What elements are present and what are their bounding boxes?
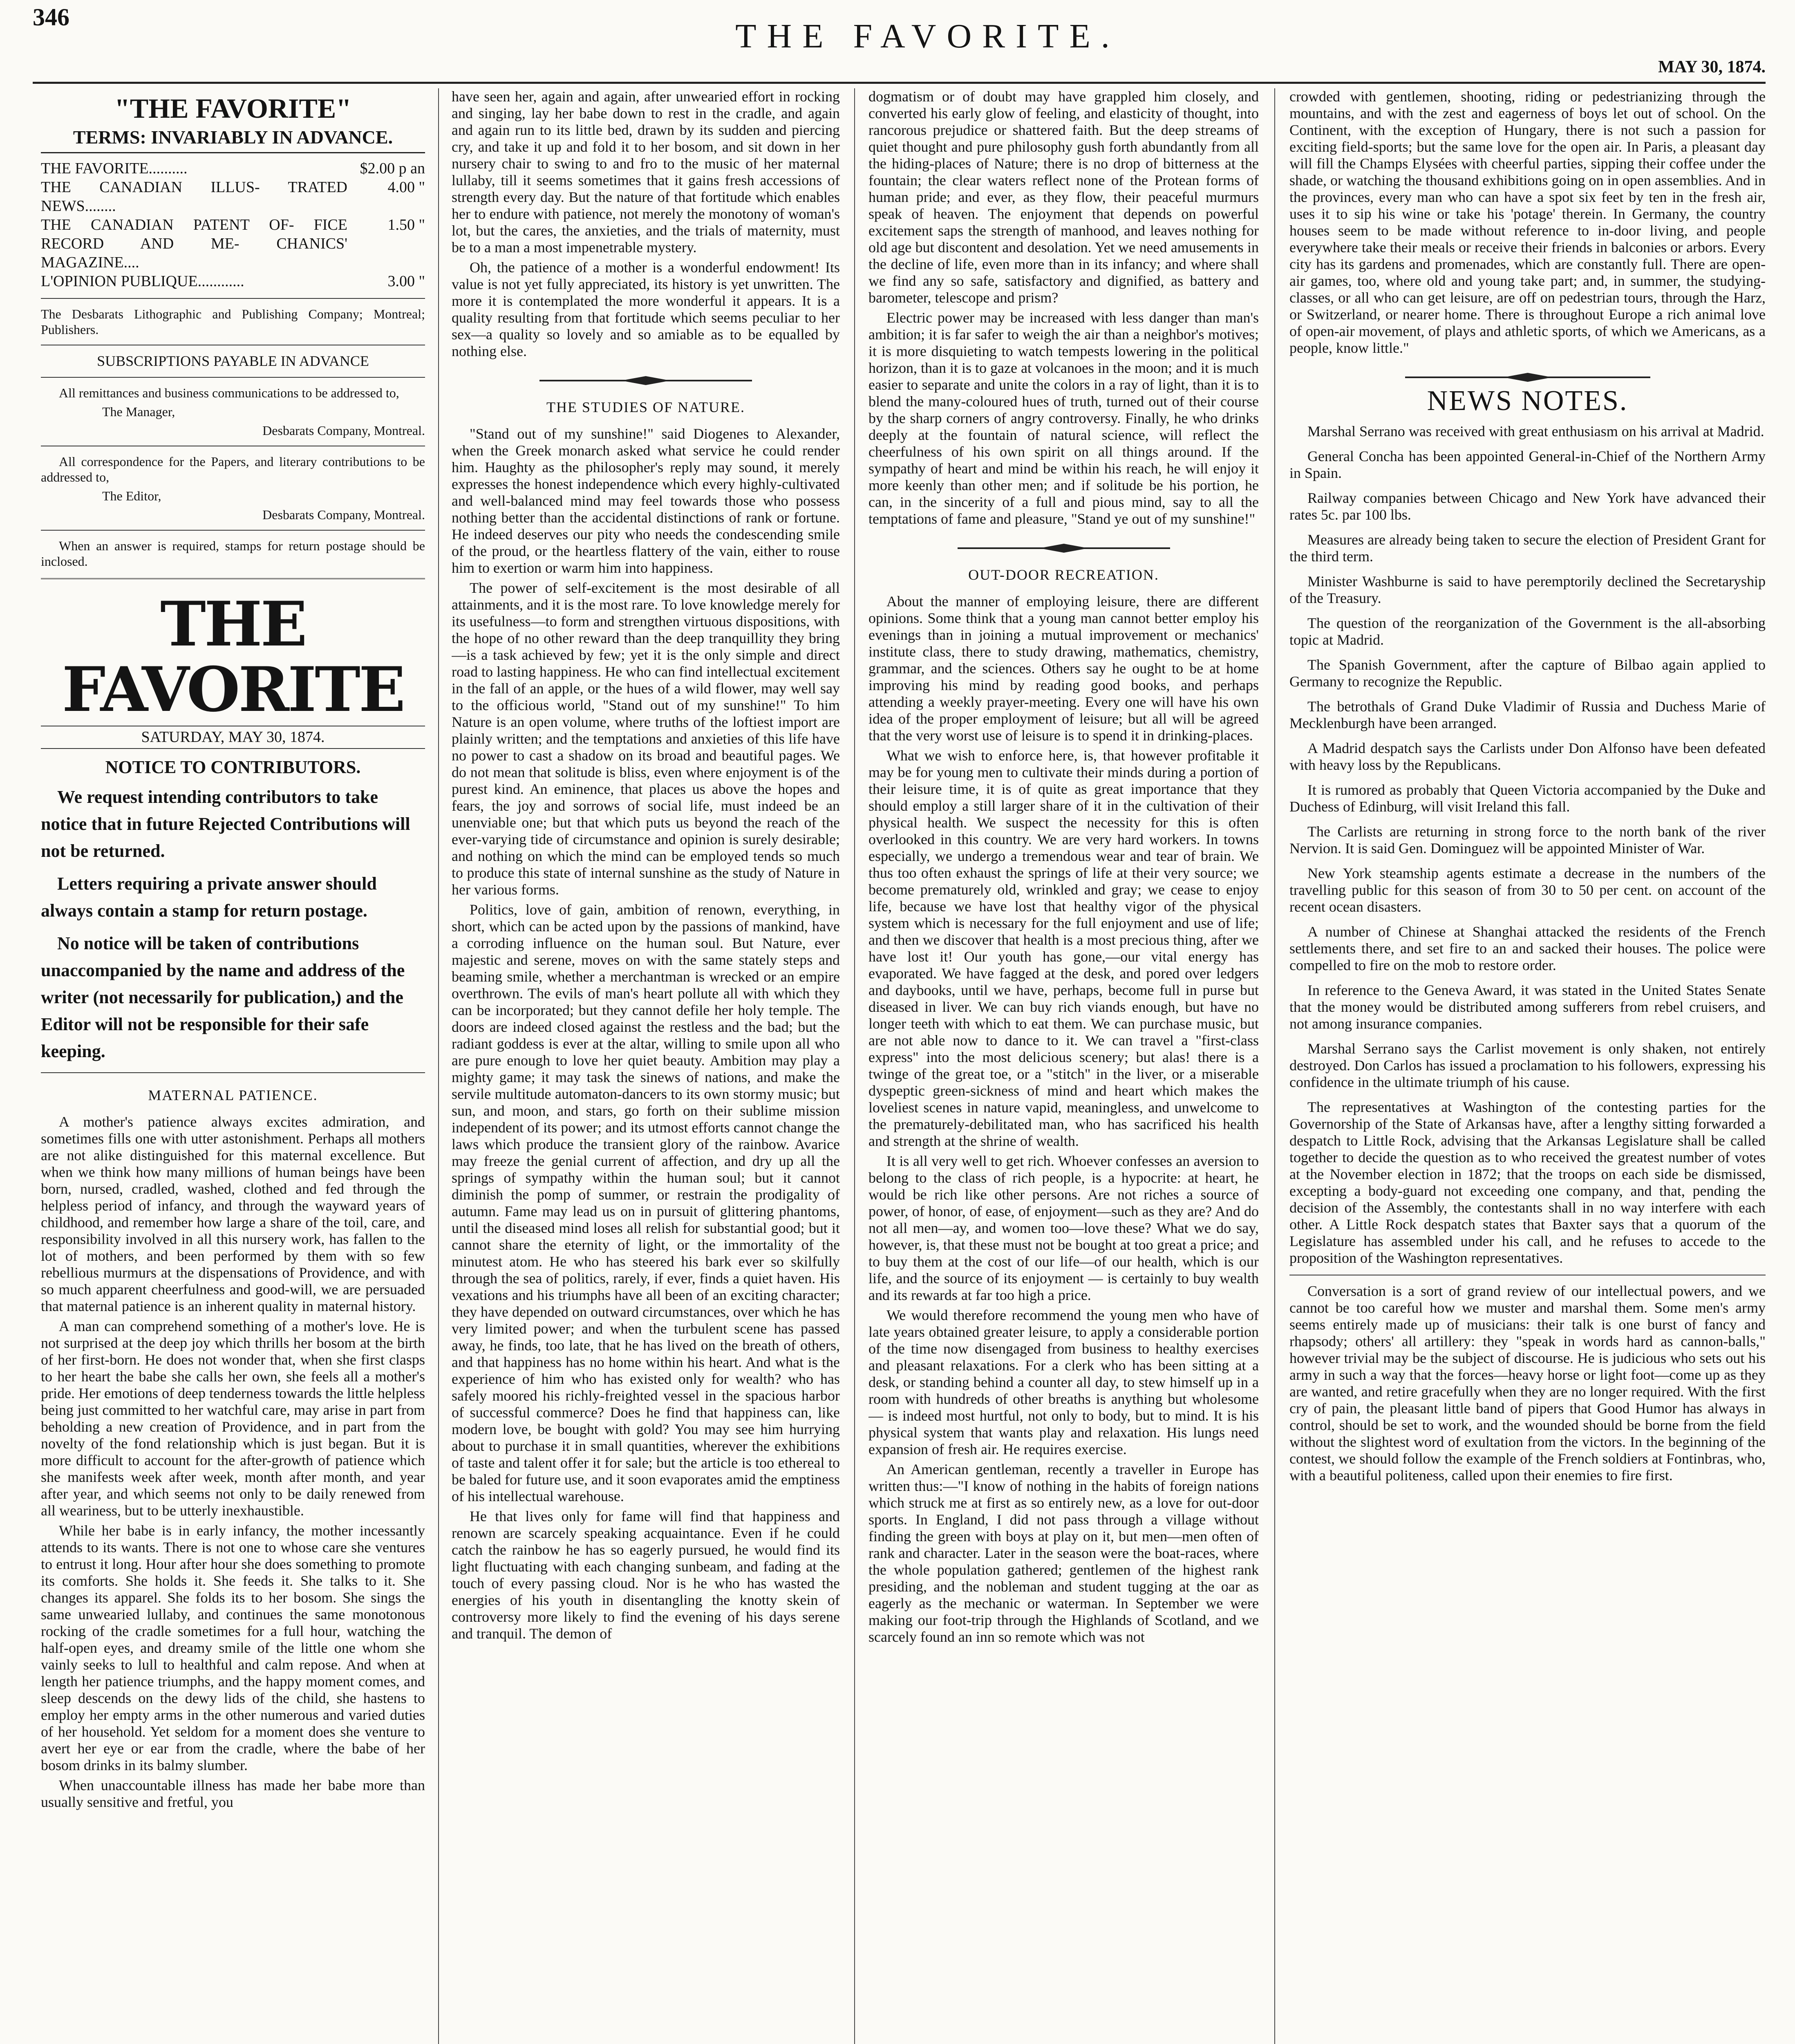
notice-paragraph: No notice will be taken of contributions unaccompanied by the name and address of the writer (not necessarily for publication,) and the Editor will not be responsible for their safe keeping. [41, 933, 405, 1061]
subscription-row [41, 272, 425, 291]
ornament-icon [1405, 373, 1650, 382]
correspondence-text: All correspondence for the Papers, and literary contributions to be addressed to, [41, 454, 425, 484]
remittance-addressee: The Manager, [102, 404, 175, 419]
column-divider [1274, 88, 1275, 2044]
column-4 [1289, 88, 1766, 2044]
news-item: The Spanish Government, after the capture of Bilbao again applied to Germany to recognize the Republic. [1289, 657, 1766, 690]
column-divider [854, 88, 855, 2044]
header-rule [33, 82, 1766, 84]
column-1 [41, 88, 425, 2044]
issue-date: MAY 30, 1874. [1658, 58, 1766, 76]
news-item: Marshal Serrano was received with great enthusiasm on his arrival at Madrid. [1307, 423, 1764, 439]
news-item: The question of the reorganization of the Government is the all-absorbing topic at Madrid. [1289, 615, 1766, 648]
ornament-divider [1289, 373, 1766, 382]
subscription-price: $2.00 p an [360, 160, 425, 177]
subscription-row [41, 178, 425, 215]
remittance-company: Desbarats Company, Montreal. [262, 423, 425, 438]
article-paragraph: While her babe is in early infancy, the mother incessantly attends to its wants. There is not one to whose care she ventures to entrust it long. Hour after hour she does something to promote its comforts. She holds it. She feeds it. She talks to it. She changes its apparel. She folds its to her bosom. She sings the same unwearied lullaby, and continues the same monotonous rocking of the cradle sometimes for a full hour, watching the half-open eyes, and dreamy smile of the little one whom she vainly seeks to lull to healthful and calm repose. And when at length her patience triumphs, and the happy moment comes, and sleep descends on the dewy lids of the child, she hastens to employ her empty arms in the other numerous and varied duties of her household. Yet seldom for a moment does she venture to avert her eye or ear from the cradle, where the babe of her bosom drinks in its balmy slumber. [41, 1522, 425, 1773]
article-paragraph: We would therefore recommend the young men who have of late years obtained greater leisure, to apply a considerable portion of the time now disengaged from business to healthy exercises and pleasant relaxations. For a clerk who has been sitting at a desk, or standing behind a counter all day, to stew himself up in a room with hundreds of other breaths is anything but wholesome — is indeed most hurtful, not only to body, but to mind. It is his physical system that wants play and relaxation. His lungs need expansion of fresh air. He requires exercise. [868, 1307, 1259, 1457]
divider [41, 530, 425, 531]
divider [41, 298, 425, 299]
column-3 [868, 88, 1259, 2044]
date-line: SATURDAY, MAY 30, 1874. [41, 726, 425, 749]
running-title: THE FAVORITE. [735, 17, 1120, 55]
article-title-outdoor: OUT-DOOR RECREATION. [968, 567, 1159, 583]
column-2 [452, 88, 840, 2044]
news-notes-heading: NEWS NOTES. [1427, 385, 1628, 417]
subscription-price: 1.50 " [387, 216, 425, 233]
subscription-row [41, 215, 425, 272]
notice-block [41, 784, 425, 1065]
subscriptions-heading: SUBSCRIPTIONS PAYABLE IN ADVANCE [97, 353, 369, 369]
news-item: New York steamship agents estimate a decrease in the numbers of the travelling public for this season of from 30 to 50 per cent. on account of the recent ocean disasters. [1289, 865, 1766, 915]
article-paragraph: The power of self-excitement is the most desirable of all attainments, and it is the most rare. To love knowledge merely for its usefulness—to form and strengthen virtuous dispositions, with the hope of no other reward than the deep tranquillity they bring—is a task achieved by few; yet it is the only simple and direct road to lasting happiness. He who can find intellectual excitement in the fall of an apple, or the hues of a wild flower, may well say to the officious world, "Stand out of my sunshine!" To him Nature is an open volume, where truths of the loftiest import are plainly written; and the temptations and anxieties of this life have no power to cast a shadow on its broad and beautiful pages. We do not mean that solitude is bliss, even where enjoyment is of the purest kind. An eminence, that places us above the hopes and fears, the joy and sorrows of social life, must indeed be an unenviable one; but that which puts us beyond the reach of the ever-varying tide of circumstance and opinion is surely desirable; and nothing on which the mind can be employed tends so much to produce this state of internal sunshine as the study of Nature in her various forms. [452, 580, 840, 898]
divider [41, 1072, 425, 1073]
article-paragraph: "Stand out of my sunshine!" said Diogenes to Alexander, when the Greek monarch asked what service he could render him. Haughty as the philosopher's reply may sound, it merely expresses the honest independence which every highly-cultivated and well-balanced mind may feel towards those who possess nothing better than the accidental distinctions of rank or fortune. He indeed deserves our pity who needs the condescending smile of the proud, or the heartless flattery of the vain, either to rouse him to exertion or warm him into happiness. [452, 426, 840, 576]
news-item: A number of Chinese at Shanghai attacked the residents of the French settlements there, and set fire to an and sacked their houses. The police were compelled to fire on the mob to restore order. [1289, 923, 1766, 973]
article-paragraph: A mother's patience always excites admiration, and sometimes fills one with utter astonishment. Perhaps all mothers are not alike distinguished for this maternal excellence. But when we think how many millions of human beings have been born, nursed, cradled, washed, clothed and fed through the helpless period of infancy, and through the wayward years of childhood, and remember how large a share of the toil, care, and responsibility involved in all this nursery work, has fallen to the lot of mothers, and been performed by them with so few rebellious murmurs at the dispensations of Providence, and with so much apparent cheerfulness and good-will, we are persuaded that maternal patience is an inherent quality in maternal history. [41, 1114, 425, 1314]
stamps-note: When an answer is required, stamps for return postage should be inclosed. [41, 538, 425, 569]
subscription-name: THE CANADIAN ILLUS- TRATED NEWS........ [41, 179, 347, 215]
conversation-paragraph: Conversation is a sort of grand review of our intellectual powers, and we cannot be too careful how we muster and marshal them. Some men's army seems entirely made up of musicians: their talk is one burst of fancy and rhapsody; others' all artillery: they "speak in words hard as cannon-balls," however trivial may be the subject of discourse. He is judicious who sets out his army in such a way that the forces—heavy horse or light foot—come up as they are wanted, and retire gracefully when they are no longer required. With the first cry of pain, the pleasant little band of pipers that Good Humor has always in control, should be set to work, and the wounded should be borne from the field without the slightest word of exultation from the victors. In the beginning of the contest, we should follow the example of the French soldiers at Fontinbras, who, with a beautiful politeness, called upon their enemies to fire first. [1289, 1283, 1766, 1484]
terms-heading: TERMS: INVARIABLY IN ADVANCE. [41, 126, 425, 153]
ornament-icon [539, 376, 752, 385]
subscription-row [41, 159, 425, 178]
news-item: The betrothals of Grand Duke Vladimir of Russia and Duchess Marie of Mecklenburgh have been arranged. [1289, 698, 1766, 731]
remittance-text: All remittances and business communications to be addressed to, [59, 385, 399, 400]
subscription-name: THE CANADIAN PATENT OF- FICE RECORD AND ME- CHANICS' MAGAZINE.... [41, 216, 347, 271]
news-item: Marshal Serrano says the Carlist movement is only shaken, not entirely destroyed. Don Carlos has issued a proclamation to his followers, expressing his confidence in the ultimate triumph of his cause. [1289, 1040, 1766, 1090]
notice-paragraph: Letters requiring a private answer should always contain a stamp for return postage. [41, 874, 377, 921]
article-paragraph: A man can comprehend something of a mother's love. He is not surprised at the deep joy which thrills her bosom at the birth of her first-born. He does not wonder that, when she first clasps to her heart the babe she calls her own, she feels all a mother's pride. Her emotions of deep tenderness towards the little helpless being just committed to her watchful care, may arise in part from beholding a new creation of Providence, and in part from the novelty of the fond relationship which is just began. But it is more difficult to account for the after-growth of patience which she manifests week after week, month after month, and year after year, and which seems not only to be daily renewed from all weariness, but to be utterly inexhaustible. [41, 1318, 425, 1519]
article-paragraph: Politics, love of gain, ambition of renown, everything, in short, which can be acted upon by the passions of mankind, have a corroding influence on the human soul. But Nature, ever majestic and serene, moves on with the same stately steps and beaming smile, whether a merchantman is wrecked or an empire overthrown. The evils of man's heart pollute all with which they can be incorporated; but they cannot defile her holy temple. The doors are indeed closed against the restless and the bad; but the radiant goddess is ever at the altar, willing to smile upon all who are pure enough to love her quiet beauty. Ambition may play a mighty game; it may task the sinews of nations, and make the servile multitude automaton-dancers to its own stormy music; but sun, and moon, and stars, go forth on their sublime mission independent of its power; and its utmost efforts cannot change the laws which produce the transient glory of the rainbow. Avarice may freeze the genial current of affection, and dry up all the springs of sympathy within the human soul; but it cannot diminish the pomp of summer, or restrain the prodigality of autumn. Fame may lead us on in pursuit of glittering phantoms, until the diseased mind loses all relish for substantial good; but it cannot share the eternity of light, or the immortality of the minutest atom. He who has steered his bark ever so skilfully through the sea of politics, rarely, if ever, finds a quiet haven. His vexations and his triumphs have all been of an exciting character; they have depended on outward circumstances, over which he has very limited power; and when the turbulent scene has passed away, he finds, too late, that he has lived on the breath of others, and that happiness has no home within his heart. And what is the experience of him who has existed only for wealth? who has safely moored his richly-freighted vessel in the spacious harbor of successful commerce? Does he find that happiness can, like modern love, be bought with gold? You may see him hurrying about to purchase it in small quantities, wherever the exhibitions of taste and talent offer it for sale; but the article is too ethereal to be baled for future use, and it soon evaporates amid the emptiness of his intellectual warehouse. [452, 901, 840, 1504]
article-paragraph: Oh, the patience of a mother is a wonderful endowment! Its value is not yet fully appreciated, its history is yet unwritten. The more it is contemplated the more wonderful it appears. It is a quality resulting from that fortitude which seems peculiar to her sex—a quality so lovely and so amiable as to be equalled by nothing else. [452, 259, 840, 359]
article-paragraph: An American gentleman, recently a traveller in Europe has written thus:—"I know of nothing in the habits of foreign nations which struck me at first as so entirely new, as a love for out-door sports. In England, I did not pass through a village without finding the green with boys at play on it, but men—men often of rank and character. Later in the season were the boat-races, where the whole population gathered; gentlemen of the highest rank presiding, and the nobleman and student tugging at the oar as eagerly as the mechanic or waterman. In September we were making our foot-trip through the Highlands of Scotland, and we scarcely found an inn so remote which was not [868, 1461, 1259, 1645]
subscription-price: 4.00 " [387, 179, 425, 196]
subscription-name: L'OPINION PUBLIQUE............ [41, 273, 244, 290]
divider [41, 578, 425, 579]
news-list [1289, 423, 1766, 1266]
article-title-maternal: MATERNAL PATIENCE. [148, 1087, 318, 1103]
news-item: The representatives at Washington of the contesting parties for the Governorship of the State of Arkansas have, after a lengthy sitting forwarded a despatch to Little Rock, advising that the Arkansas Legislature shall be called together to decide the question as to who received the greatest number of votes at the November election in 1872; that the troops on each side be dismissed, excepting a body-guard not exceeding one company, and that, pending the decision of the Assembly, the contestants shall in no way interfere with each other. A Little Rock despatch states that Baxter says that a quorum of the Legislature has assembled under his call, and he refuses to accede to the proposition of the Washington representatives. [1289, 1099, 1766, 1266]
article-paragraph: About the manner of employing leisure, there are different opinions. Some think that a young man cannot better employ his evenings than in joining a mutual improvement or mechanics' institute class, there to study drawing, mathematics, chemistry, grammar, and the sciences. Others say he ought to be at home improving his mind by reading good books, and perhaps attending a weekly prayer-meeting. Every one will have his own idea of the proper employment of leisure; but all will be agreed that the very worst use of leisure is to spend it in drinking-places. [868, 593, 1259, 744]
article-paragraph: dogmatism or of doubt may have grappled him closely, and converted his early glow of feeling, and elasticity of thought, into rancorous prejudice or shattered faith. But the deep streams of quiet thought and pure philosophy gush forth abundantly from all the hiding-places of Nature; there is no drop of bitterness at the fountain; the clear waters reflect none of the Protean forms of human pride; and ever, as they flow, their peaceful murmurs speak of heaven. The enjoyment that depends on powerful excitement saps the strength of manhood, and leaves nothing for old age but discontent and desolation. Yet we need amusements in the decline of life, even more than in its infancy; and where shall we find any so safe, satisfactory and dignified, as battery and barometer, telescope and prism? [868, 88, 1259, 306]
notice-heading: NOTICE TO CONTRIBUTORS. [105, 757, 361, 777]
news-item: The Carlists are returning in strong force to the north bank of the river Nervion. It is said Gen. Dominguez will be appointed Minister of War. [1289, 823, 1766, 856]
subscription-price: 3.00 " [387, 273, 425, 290]
article-title-studies: THE STUDIES OF NATURE. [546, 399, 745, 415]
page-number: 346 [33, 4, 69, 31]
news-item: Railway companies between Chicago and New York have advanced their rates 5c. par 100 lbs. [1289, 490, 1766, 523]
article-paragraph: He that lives only for fame will find that happiness and renown are scarcely speaking acquaintance. Even if he could catch the rainbow he has so eagerly pursued, he would find its light fluctuating with each changing sunbeam, and fading at the touch of every passing cloud. Nor is he who has wasted the energies of his youth in disentangling the knotty skein of controversy more likely to find the evening of his days serene and tranquil. The demon of [452, 1508, 840, 1642]
news-item: Minister Washburne is said to have peremptorily declined the Secretaryship of the Treasury. [1289, 573, 1766, 606]
article-paragraph: It is all very well to get rich. Whoever confesses an aversion to belong to the class of rich people, is a hypocrite: at heart, he would be rich like other persons. Are not riches a source of power, of honor, of ease, of enjoyment—such as they are? And do not all men—ay, and women too—love these? What we do say, however, is, that these must not be bought at too great a price; and to buy them at the cost of our life—of our health, which is our life, and the source of its enjoyment — is certainly to buy wealth and its rewards at far too high a price. [868, 1153, 1259, 1303]
article-paragraph: What we wish to enforce here, is, that however profitable it may be for young men to cultivate their minds during a portion of their leisure time, it is of quite as great importance that they should employ a still larger share of it in the cultivation of their physical health. We suspect the necessity for this is often overlooked in this country. We are very hard workers. In towns especially, we undergo a tremendous wear and tear of brain. We thus too often exhaust the springs of life at their very source; we become prematurely old, wrinkled and gray; we cease to enjoy life, because we have lost that healthy vigor of the physical system which is necessary for the full enjoyment and use of life; and then we discover that health is a most precious thing, after we have lost it! Our youth has gone,—our vital energy has evaporated. We have fagged at the desk, and pored over ledgers and daybooks, until we have, perhaps, become full in purse but diseased in liver. We can buy rich viands enough, but have no longer teeth with which to eat them. We can purchase music, but are not able now to dance to it. We can travel a "first-class express" into the most delicious scenery; but alas! there is a twinge of the great toe, or a "stitch" in the liver, or a miserable dyspeptic green-sickness of mind and heart which makes the loveliest scenes in nature vapid, meaningless, and unwelcome to the prematurely-debilitated man, who has sacrificed his health and strength at the shrine of wealth. [868, 747, 1259, 1149]
divider [41, 377, 425, 378]
correspondence-company: Desbarats Company, Montreal. [262, 507, 425, 522]
news-item: Measures are already being taken to secure the election of President Grant for the third term. [1289, 531, 1766, 565]
news-item: It is rumored as probably that Queen Victoria accompanied by the Duke and Duchess of Edinburg, will visit Ireland this fall. [1289, 782, 1766, 815]
subscription-name: THE FAVORITE.......... [41, 160, 188, 177]
article-paragraph: When unaccountable illness has made her babe more than usually sensitive and fretful, you [41, 1777, 425, 1810]
publisher-line: The Desbarats Lithographic and Publishing Company; Montreal; Publishers. [41, 307, 425, 337]
masthead: "THE FAVORITE" [114, 93, 351, 124]
article-paragraph: crowded with gentlemen, shooting, riding or pedestrianizing through the mountains, and with the zest and eagerness of boys let out of school. On the Continent, with the exception of Hungary, there is not such a passion for exciting field-sports; but the same love for the open air. In Paris, a pleasant day will fill the Champs Elysées with cheerful parties, sipping their coffee under the shade, or watching the thousand exhibitions going on in open assemblies. And in the provinces, every man who can have a spot six feet by ten in the fresh air, uses it to sip his wine or take his 'potage' therein. In Germany, the country houses seem to be made without reference to in-door living, and people everywhere take their meals or receive their friends in balconies or arbors. Every city has its gardens and promenades, which are constantly full. There are open-air games, too, where old and young take part; and, in summer, the studying-classes, or all who can get leisure, are off on pedestrian tours, through the Harz, or Switzerland, or nearer home. There is throughout Europe a rich animal love of open-air movement, of plays and athletic sports, of which we Americans, as a people, know little." [1289, 88, 1766, 356]
ornament-divider [452, 376, 840, 385]
ornament-icon [958, 544, 1170, 553]
news-item: General Concha has been appointed General-in-Chief of the Northern Army in Spain. [1289, 448, 1766, 481]
ornament-divider [868, 544, 1259, 553]
article-paragraph: have seen her, again and again, after unwearied effort in rocking and singing, lay her babe down to rest in the cradle, and again and again run to its little bed, drawn by its sudden and piercing cry, and take it up and fold it to her bosom, and sit down in her nursery chair to swing to and fro to the music of her maternal lullaby, till it seems sometimes that it gains fresh accessions of strength every day. But the nature of that fortitude which enables her to endure with patience, not merely the monotony of woman's lot, but the cares, the anxieties, and the trials of maternity, must be to a man a most impenetrable mystery. [452, 88, 840, 256]
notice-paragraph: We request intending contributors to take notice that in future Rejected Contributions will not be returned. [41, 787, 410, 861]
news-item: A Madrid despatch says the Carlists under Don Alfonso have been defeated with heavy loss by the Republicans. [1289, 740, 1766, 773]
correspondence-addressee: The Editor, [102, 489, 161, 503]
article-paragraph: Electric power may be increased with less danger than man's ambition; it is far safer to weigh the air than a neighbor's motives; it is more disquieting to watch tempests lowering in the political horizon, than it is to gaze at volcanoes in the moon; and it is much easier to separate and unite the colors in a ray of light, than it is to blend the many-coloured hues of truth, turned out of their course by the sharp corners of angry controversy. Finally, he who drinks deeply at the fountain of natural science, will reflect the cheerfulness of his own spirit on all things around. If the sympathy of heart and mind be within his reach, he will enjoy it more keenly than other men; and if solitude be his portion, he can, in the sincerity of a full and pious mind, say to all the temptations of fame and pleasure, "Stand ye out of my sunshine!" [868, 309, 1259, 527]
news-item: In reference to the Geneva Award, it was stated in the United States Senate that the money would be distributed among sufferers from rebel cruisers, and not among insurance companies. [1289, 982, 1766, 1032]
favorite-logo: THE FAVORITE [62, 588, 404, 726]
column-divider [438, 88, 439, 2044]
